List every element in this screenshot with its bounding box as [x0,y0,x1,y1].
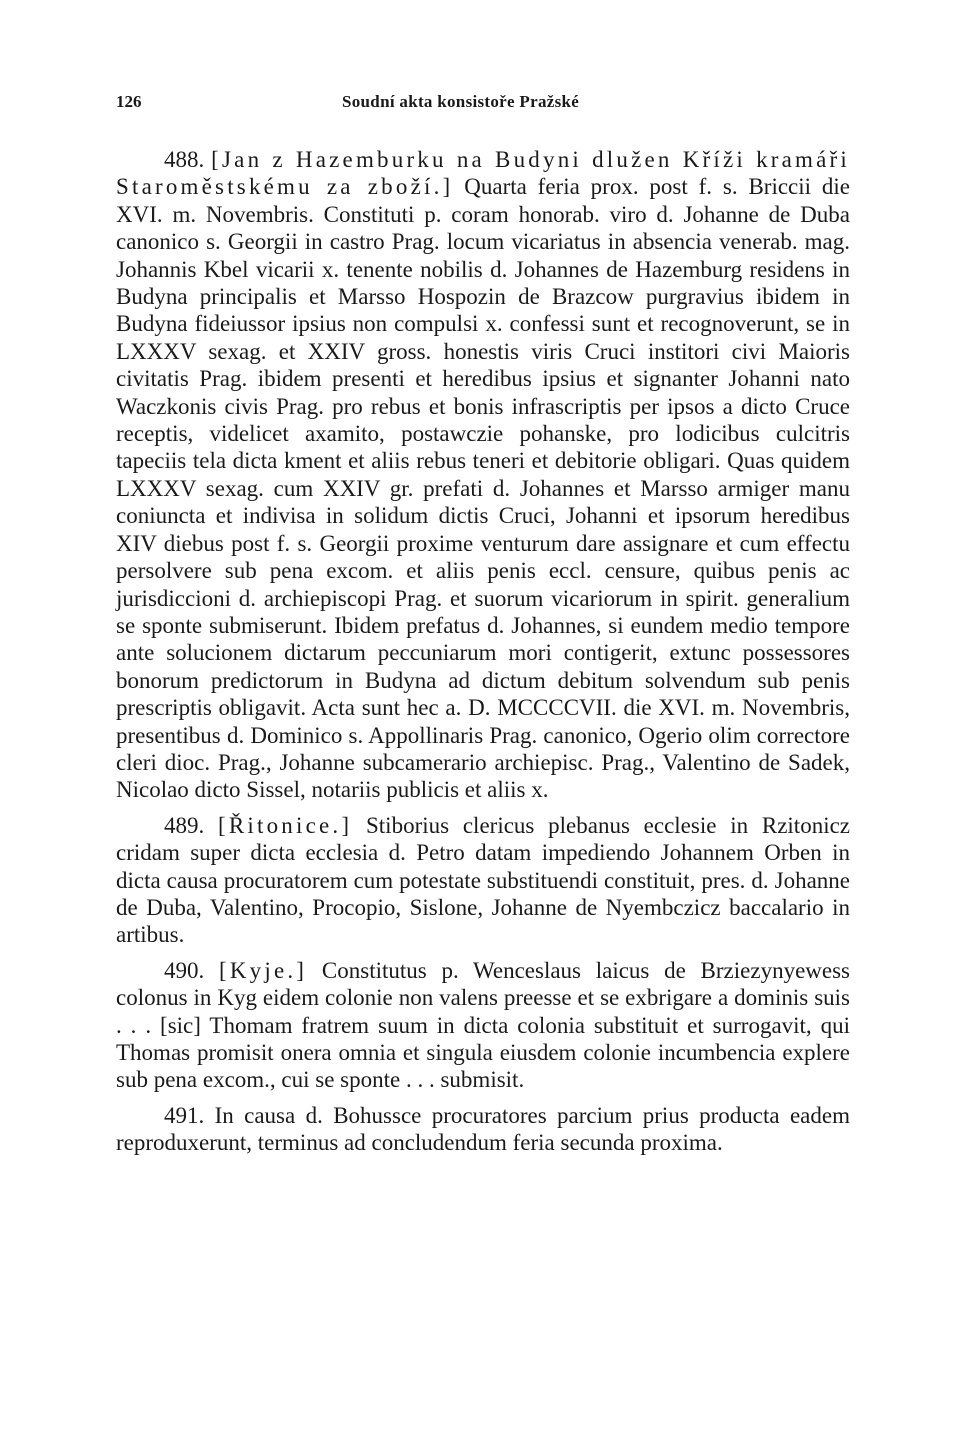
entry-489 [116,812,850,949]
entry-number: 490. [164,957,205,983]
entry-number: 488. [164,147,205,172]
entry-title: [Řitonice.] [218,812,353,838]
entry-text: Stiborius clericus plebanus ecclesie in Rzitonicz cridam super dicta ecclesia d. Petro datam impediendo Johannem Orben in dicta causa procuratorem cum potestate substituendi constituit, pres. d. Johanne de Duba, Valentino, Procopio, Sislone, Johanne de Nyembczicz baccalario in artibus. [116,812,851,948]
entry-text: In causa d. Bohussce procuratores parcium prius producta eadem reproduxerunt, terminus ad concludendum feria secunda proxima. [116,1102,850,1156]
document-body [116,146,850,1157]
entry-490 [116,957,850,1094]
running-head [116,92,850,118]
entry-488 [116,146,850,804]
entry-491 [116,1102,850,1157]
document-page [116,92,850,1165]
entry-title: [Kyje.] [218,957,308,983]
entry-text: Quarta feria prox. post f. s. Briccii die XVI. m. Novembris. Constituti p. coram honorab. viro d. Johanne de Duba canonico s. Georgii in castro Prag. locum vicariatus in absencia venerab. mag. Johannis Kbel vicarii x. tenente nobilis d. Johannes de Hazemburg residens in Budyna principalis et Marsso Hospozin de Brazcow purgravius ibidem in Budyna fideiussor ipsius non compulsi x. confessi sunt et recognoverunt, se in LXXXV sexag. et XXIV gross. honestis viris Cruci institori civi Maioris civitatis Prag. ibidem presenti et heredibus ipsius et signanter Johanni nato Waczkonis civis Prag. pro rebus et bonis infrascriptis per ipsos a dicto Cruce receptis, videlicet axamito, postawczie pohanske, pro lodicibus culcitris tapeciis tela dicta kment et aliis rebus teneri et debitorie obligari. Quas quidem LXXXV sexag. cum XXIV gr. prefati d. Johannes et Marsso armiger manu coniuncta et indivisa in solidum dictis Cruci, Johanni et ipsorum heredibus XIV diebus post f. s. Georgii proxime venturum dare assignare et cum effectu persolvere sub pena excom. et aliis penis eccl. censure, quibus penis ac jurisdiccioni d. archiepiscopi Prag. et suorum vicariorum in spirit. generalium se sponte submiserunt. Ibidem prefatus d. Johannes, si eundem medio tempore ante solucionem dictarum peccuniarum mori contigerit, extunc possessores bonorum predictorum in Budyna ad dictum debitum solvendum sub penis prescriptis obligavit. Acta sunt hec a. D. MCCCCVII. die XVI. m. Novembris, presentibus d. Dominico s. Appollinaris Prag. canonico, Ogerio olim correctore cleri dioc. Prag., Johanne subcamerario archiepisc. Prag., Valentino de Sadek, Nicolao dicto Sissel, notariis publicis et aliis x. [116,174,851,803]
entry-text: Constitutus p. Wenceslaus laicus de Brziezynyewess colonus in Kyg eidem colonie non valens preesse et se exbrigare a dominis suis . . . [sic] Thomam fratrem suum in dicta colonia substituit et surrogavit, qui Thomas promisit onera omnia et singula eiusdem colonie incumbencia explere sub pena excom., cui se sponte . . . submisit. [116,957,850,1093]
running-title: Soudní akta konsistoře Pražské [342,92,580,111]
page-number: 126 [116,92,142,111]
entry-number: 491. [164,1102,205,1128]
entry-title: [Jan z Hazemburku na Budyni dlužen Kříži kramáři Staroměstskému za zboží.] [116,147,851,200]
entry-number: 489. [164,812,205,838]
